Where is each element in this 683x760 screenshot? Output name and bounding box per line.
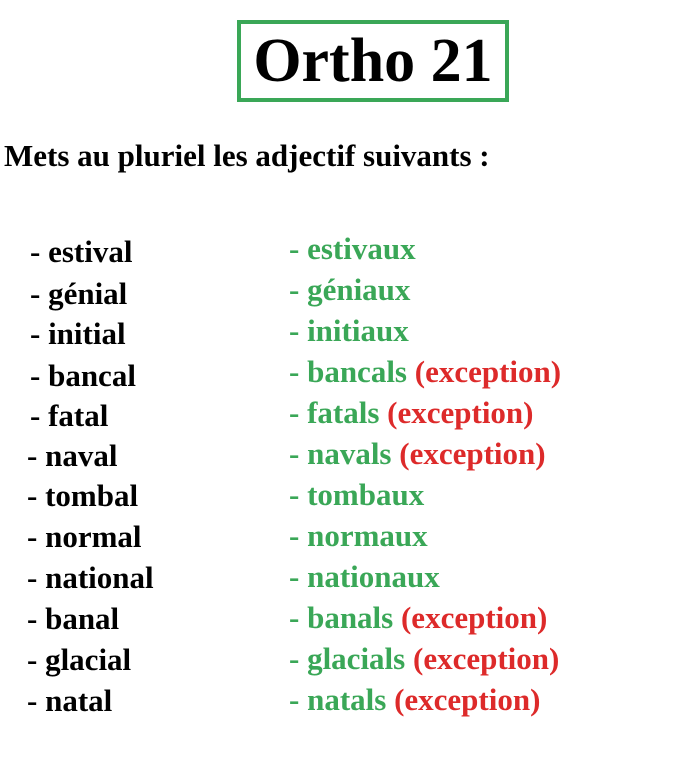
plural-answer-text: - navals xyxy=(289,436,392,471)
adjective-item: - natal xyxy=(27,683,113,718)
plural-answer-item xyxy=(289,233,416,264)
plural-answer-text: - estivaux xyxy=(289,231,416,266)
plural-answer-item xyxy=(289,561,440,592)
adjective-item: - tombal xyxy=(27,478,139,513)
adjective-item: - fatal xyxy=(30,398,109,433)
page-title: Ortho 21 xyxy=(253,27,493,95)
adjective-item: - bancal xyxy=(30,358,136,393)
exception-label: (exception) xyxy=(399,436,546,471)
plural-answer-item xyxy=(289,315,409,346)
exception-label: (exception) xyxy=(413,641,560,676)
plural-answer-item xyxy=(289,643,559,674)
exception-label: (exception) xyxy=(394,682,541,717)
adjective-item: - naval xyxy=(27,438,118,473)
exception-label: (exception) xyxy=(387,395,534,430)
adjective-item: - initial xyxy=(30,316,126,351)
plural-answer-item xyxy=(289,356,561,387)
plural-answer-item xyxy=(289,479,424,510)
adjective-item: - normal xyxy=(27,519,142,554)
plural-answer-text: - nationaux xyxy=(289,559,440,594)
adjective-item: - national xyxy=(27,560,154,595)
exception-label: (exception) xyxy=(414,354,562,389)
plural-answer-item xyxy=(289,520,428,551)
adjective-item: - glacial xyxy=(27,642,132,677)
plural-answer-text: - initiaux xyxy=(289,313,409,348)
plural-answer-text: - bancals xyxy=(289,354,407,389)
plural-answer-item xyxy=(289,274,410,305)
exception-label: (exception) xyxy=(400,600,548,635)
plural-answer-text: - tombaux xyxy=(289,477,425,512)
plural-answer-text: - natals xyxy=(289,682,387,717)
plural-answer-item xyxy=(289,438,546,469)
title-box xyxy=(237,20,509,102)
plural-answer-text: - fatals xyxy=(289,395,380,430)
plural-answer-item xyxy=(289,602,547,633)
plural-answer-text: - normaux xyxy=(289,518,428,553)
instruction-text: Mets au pluriel les adjectif suivants : xyxy=(4,138,490,173)
plural-answer-item xyxy=(289,684,540,715)
adjective-item: - banal xyxy=(27,601,120,636)
plural-answer-text: - glacials xyxy=(289,641,406,676)
adjective-item: - génial xyxy=(30,276,128,311)
plural-answer-text: - géniaux xyxy=(289,272,411,307)
plural-answer-item xyxy=(289,397,534,428)
adjective-item: - estival xyxy=(30,234,133,269)
plural-answer-text: - banals xyxy=(289,600,394,635)
